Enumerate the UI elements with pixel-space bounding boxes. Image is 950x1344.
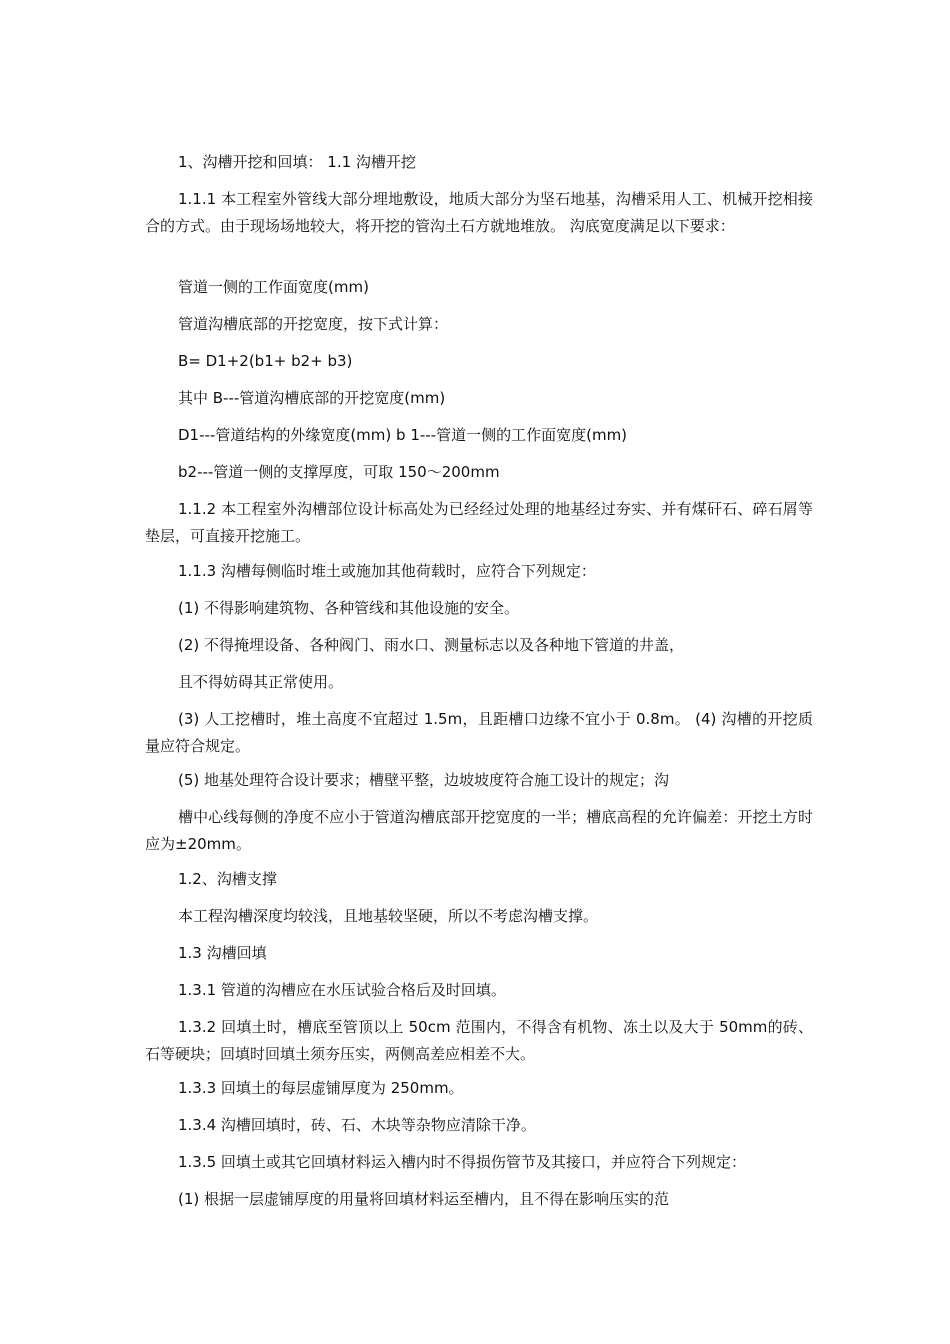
paragraph: 1.3.5 回填土或其它回填材料运入槽内时不得损伤管节及其接口，并应符合下列规定：: [178, 1153, 746, 1171]
list-item: (1) 根据一层虚铺厚度的用量将回填材料运至槽内，且不得在影响压实的范: [178, 1190, 670, 1208]
paragraph: 1.1.1 本工程室外管线大部分埋地敷设，地质大部分为坚石地基，沟槽采用人工、机械开挖相接合的方式。由于现场场地较大，将开挖的管沟土石方就地堆放。 沟底宽度满足以下要求：: [145, 190, 813, 235]
paragraph: 其中 B---管道沟槽底部的开挖宽度(mm): [178, 389, 446, 407]
paragraph: 1.3.2 回填土时，槽底至管顶以上 50cm 范围内，不得含有机物、冻土以及大于 50mm的砖、石等硬块；回填时回填土须夯压实，两侧高差应相差不大。: [145, 1018, 813, 1063]
paragraph: D1---管道结构的外缘宽度(mm) b 1---管道一侧的工作面宽度(mm): [178, 426, 628, 444]
paragraph: 且不得妨碍其正常使用。: [178, 673, 344, 691]
paragraph: 1.3.3 回填土的每层虚铺厚度为 250mm。: [178, 1079, 464, 1097]
paragraph: 1.3.1 管道的沟槽应在水压试验合格后及时回填。: [178, 981, 506, 999]
list-item: (1) 不得影响建筑物、各种管线和其他设施的安全。: [178, 599, 520, 617]
paragraph: 1.1.2 本工程室外沟槽部位设计标高处为已经经过处理的地基经过夯实、并有煤矸石、碎石屑等垫层，可直接开挖施工。: [145, 500, 813, 545]
list-item: (2) 不得掩埋设备、各种阀门、雨水口、测量标志以及各种地下管道的井盖，: [178, 636, 685, 654]
paragraph: 槽中心线每侧的净度不应小于管道沟槽底部开挖宽度的一半；槽底高程的允许偏差：开挖土方时应为±20mm。: [145, 808, 813, 853]
formula: B= D1+2(b1+ b2+ b3): [178, 352, 353, 370]
list-item: (5) 地基处理符合设计要求；槽壁平整，边坡坡度符合施工设计的规定；沟: [178, 771, 670, 789]
paragraph: 管道沟槽底部的开挖宽度，按下式计算：: [178, 315, 449, 333]
list-item: (3) 人工挖槽时，堆土高度不宜超过 1.5m，且距槽口边缘不宜小于 0.8m。 (4) 沟槽的开挖质量应符合规定。: [145, 710, 813, 755]
section-heading: 1、沟槽开挖和回填： 1.1 沟槽开挖: [178, 153, 416, 171]
section-heading: 1.3 沟槽回填: [178, 944, 267, 962]
paragraph: 本工程沟槽深度均较浅，且地基较坚硬，所以不考虑沟槽支撑。: [178, 907, 599, 925]
paragraph: 管道一侧的工作面宽度(mm): [178, 278, 369, 296]
paragraph: b2---管道一侧的支撑厚度，可取 150～200mm: [178, 463, 500, 481]
paragraph: 1.3.4 沟槽回填时，砖、石、木块等杂物应清除干净。: [178, 1116, 536, 1134]
section-heading: 1.2、沟槽支撑: [178, 870, 277, 888]
paragraph: 1.1.3 沟槽每侧临时堆土或施加其他荷载时，应符合下列规定：: [178, 562, 596, 580]
